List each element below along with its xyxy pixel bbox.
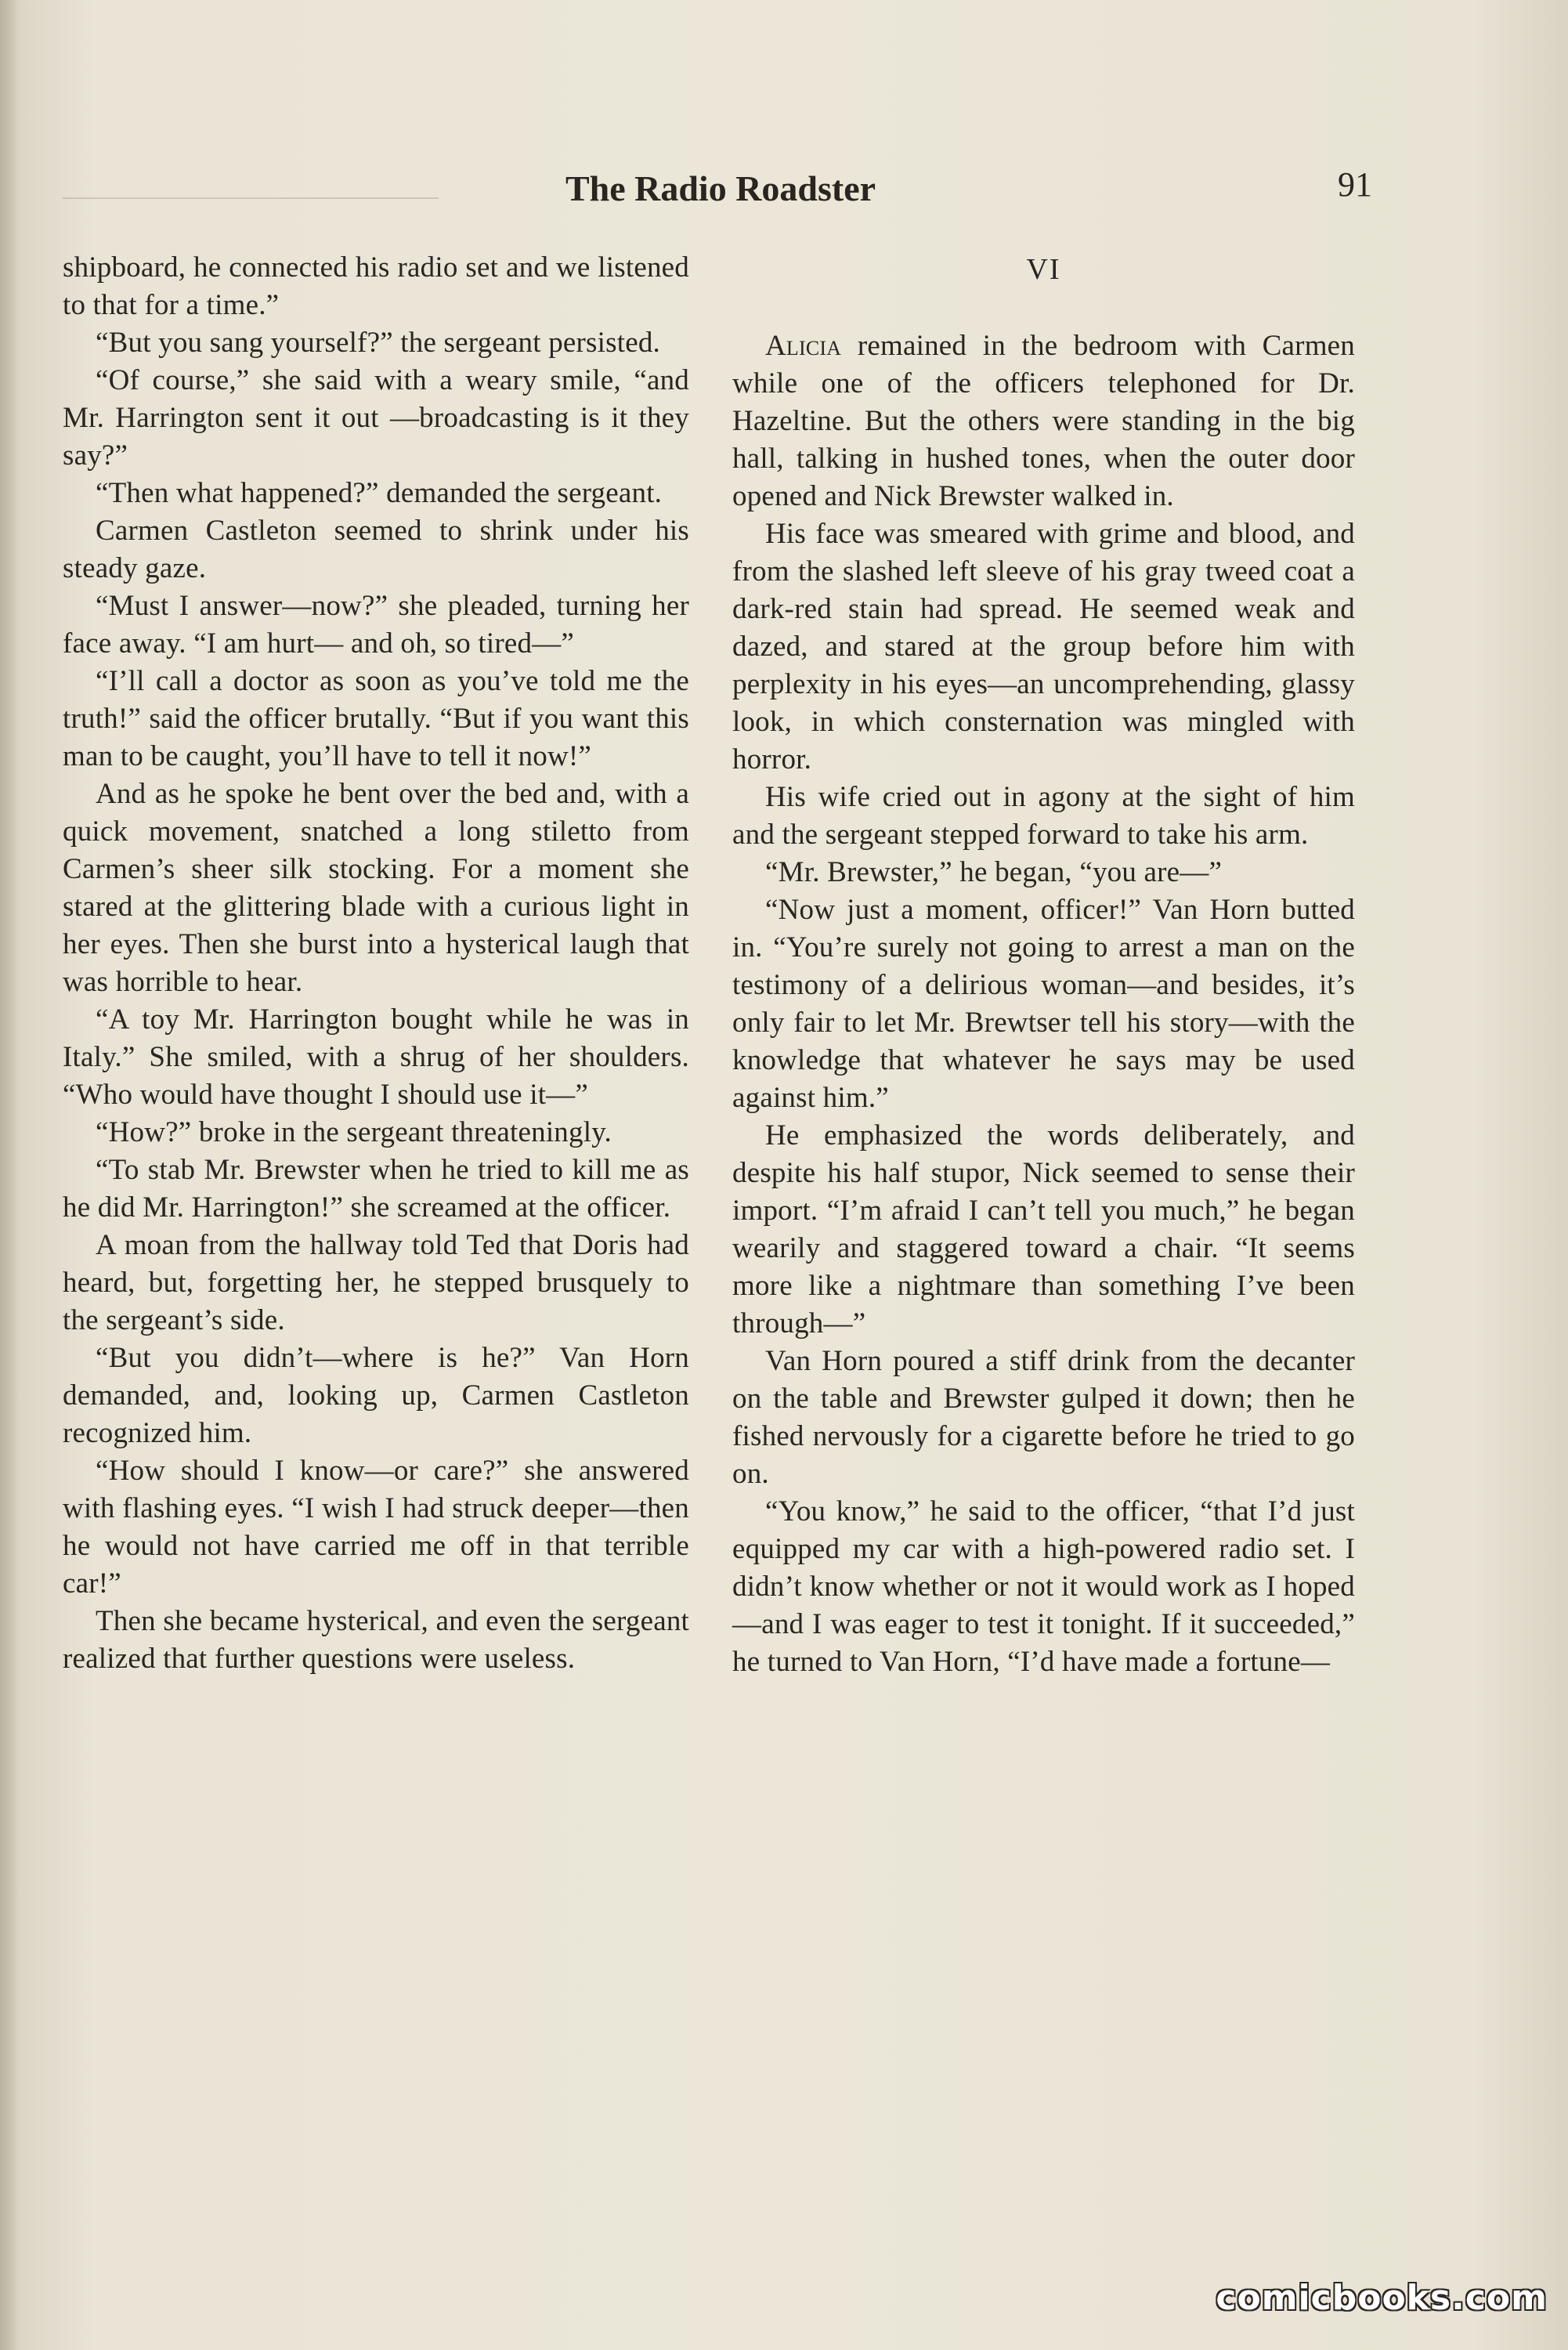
running-title: The Radio Roadster bbox=[565, 168, 876, 208]
paragraph: He emphasized the words deliberately, and despite his half stupor, Nick seemed to sense their import. “I’m afraid I can’t tell you much,” he began wearily and staggered toward a chair. “It seems more like a nightmare than something I’ve been through—” bbox=[732, 1119, 1355, 1340]
paragraph: Van Horn poured a stiff drink from the decanter on the table and Brewster gulped it down; then he fished nervously for a cigarette before he tried to go on. bbox=[732, 1345, 1355, 1490]
right-column bbox=[732, 249, 1355, 1681]
paragraph: “But you sang yourself?” the sergeant persisted. bbox=[96, 327, 660, 359]
page-number: 91 bbox=[1338, 165, 1372, 204]
site-watermark: comicbooks.com bbox=[1216, 2278, 1548, 2318]
left-column bbox=[63, 249, 689, 1678]
paragraph: “But you didn’t—where is he?” Van Horn demanded, and, looking up, Carmen Castleton recognized him. bbox=[63, 1342, 689, 1449]
paragraph: A moan from the hallway told Ted that Doris had heard, but, forgetting her, he stepped brusquely to the sergeant’s side. bbox=[63, 1229, 689, 1336]
paragraph: “How should I know—or care?” she answered with flashing eyes. “I wish I had struck deeper—then he would not have carried me off in that terrible car!” bbox=[63, 1455, 689, 1600]
chapter-opening-paragraph bbox=[732, 327, 1355, 515]
paragraph: “I’ll call a doctor as soon as you’ve told me the truth!” said the officer brutally. “But if you want this man to be caught, you’ll have to tell it now!” bbox=[63, 665, 689, 772]
header-rule bbox=[63, 197, 439, 199]
paragraph: “Must I answer—now?” she pleaded, turning her face away. “I am hurt— and oh, so tired—” bbox=[63, 590, 689, 660]
paragraph: “Now just a moment, officer!” Van Horn butted in. “You’re surely not going to arrest a man on the testimony of a delirious woman—and besides, it’s only fair to let Mr. Brewtser tell his story—with the knowledge that whatever he says may be used against him.” bbox=[732, 894, 1355, 1114]
opening-text: remained in the bedroom with Carmen while one of the officers telephoned for Dr. Hazeltine. But the others were standing in the big hall, talking in hushed tones, when the outer door opened and Nick Brewster walked in. bbox=[732, 330, 1355, 512]
paragraph: shipboard, he connected his radio set and we listened to that for a time.” bbox=[63, 251, 689, 321]
paragraph: “Of course,” she said with a weary smile, “and Mr. Harrington sent it out —broadcasting is it they say?” bbox=[63, 364, 689, 472]
paragraph: Then she became hysterical, and even the sergeant realized that further questions were useless. bbox=[63, 1605, 689, 1675]
paragraph: “Mr. Brewster,” he began, “you are—” bbox=[765, 856, 1223, 888]
paragraph: “How?” broke in the sergeant threateningly. bbox=[96, 1116, 612, 1148]
paragraph: “You know,” he said to the officer, “that I’d just equipped my car with a high-powered radio set. I didn’t know whether or not it would work as I hoped—and I was eager to test it tonight. If it succeeded,” he turned to Van Horn, “I’d have made a fortune— bbox=[732, 1495, 1355, 1678]
paragraph: Carmen Castleton seemed to shrink under his steady gaze. bbox=[63, 515, 689, 584]
paragraph: His wife cried out in agony at the sight of him and the sergeant stepped forward to take his arm. bbox=[732, 781, 1355, 851]
chapter-heading: VI bbox=[1026, 253, 1061, 286]
paragraph: “Then what happened?” demanded the sergeant. bbox=[96, 477, 663, 509]
paragraph: His face was smeared with grime and blood, and from the slashed left sleeve of his gray tweed coat a dark-red stain had spread. He seemed weak and dazed, and stared at the group before him with perplexity in his eyes—an uncomprehending, glassy look, in which consternation was mingled with horror. bbox=[732, 518, 1355, 776]
paragraph: “A toy Mr. Harrington bought while he was in Italy.” She smiled, with a shrug of her shoulders. “Who would have thought I should use it—” bbox=[63, 1003, 689, 1111]
paragraph: “To stab Mr. Brewster when he tried to kill me as he did Mr. Harrington!” she screamed at the officer. bbox=[63, 1154, 689, 1224]
page-spine-shadow bbox=[0, 0, 20, 2350]
paragraph: And as he spoke he bent over the bed and, with a quick movement, snatched a long stiletto from Carmen’s sheer silk stocking. For a moment she stared at the glittering blade with a curious light in her eyes. Then she burst into a hysterical laugh that was horrible to hear. bbox=[63, 778, 689, 998]
opening-word: Alicia bbox=[765, 330, 842, 362]
